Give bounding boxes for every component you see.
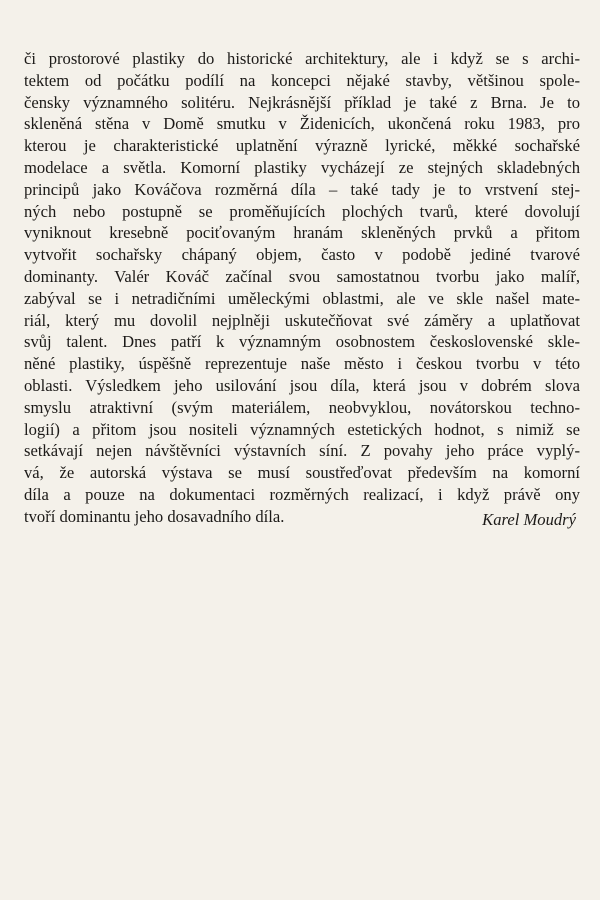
text-line: smyslu atraktivní (svým materiálem, neobvyklou, novátorskou techno- <box>24 397 580 417</box>
text-line: čensky významného solitéru. Nejkrásnější příklad je také z Brna. Je to <box>24 92 580 112</box>
text-line: tvoří dominantu jeho dosavadního díla. <box>24 506 285 526</box>
author-signature: Karel Moudrý <box>482 510 576 529</box>
text-line: vyniknout kresebně pociťovaným hranám skleněných prvků a přitom <box>24 223 580 243</box>
text-line: něné plastiky, úspěšně reprezentuje naše město i českou tvorbu v této <box>24 354 580 374</box>
text-line: tektem od počátku podílí na koncepci nějaké stavby, většinou spole- <box>24 70 580 90</box>
text-line: oblasti. Výsledkem jeho usilování jsou díla, která jsou v dobrém slova <box>24 375 580 395</box>
article-body <box>24 48 580 528</box>
text-line: modelace a světla. Komorní plastiky vycházejí ze stejných skladebných <box>24 157 580 177</box>
text-line: logií) a přitom jsou nositeli významných estetických hodnot, s nimiž se <box>24 419 580 439</box>
text-line: vá, že autorská výstava se musí soustřeďovat především na komorní <box>24 463 580 483</box>
text-line: zabýval se i netradičními uměleckými oblastmi, ale ve skle našel mate- <box>24 288 580 308</box>
text-line: riál, který mu dovolil nejplněji uskutečňovat své záměry a uplatňovat <box>24 310 580 330</box>
text-line: dominanty. Valér Kováč začínal svou samostatnou tvorbu jako malíř, <box>24 266 580 286</box>
text-line: skleněná stěna v Domě smutku v Židenicích, ukončená roku 1983, pro <box>24 114 580 134</box>
text-line: díla a pouze na dokumentaci rozměrných realizací, i když právě ony <box>24 484 580 504</box>
text-line: setkávají nejen návštěvníci výstavních síní. Z povahy jeho práce vyplý- <box>24 441 580 461</box>
text-line: kterou je charakteristické uplatnění výrazně lyrické, měkké sochařské <box>24 136 580 156</box>
text-line: svůj talent. Dnes patří k významným osobnostem československé skle- <box>24 332 580 352</box>
text-line: principů jako Kováčova rozměrná díla – také tady je to vrstvení stej- <box>24 179 580 199</box>
text-line: vytvořit sochařsky chápaný objem, často v podobě jediné tvarové <box>24 245 580 265</box>
text-line: či prostorové plastiky do historické architektury, ale i když se s archi- <box>24 49 580 68</box>
text-line: ných nebo postupně se proměňujících plochých tvarů, které dovolují <box>24 201 580 221</box>
